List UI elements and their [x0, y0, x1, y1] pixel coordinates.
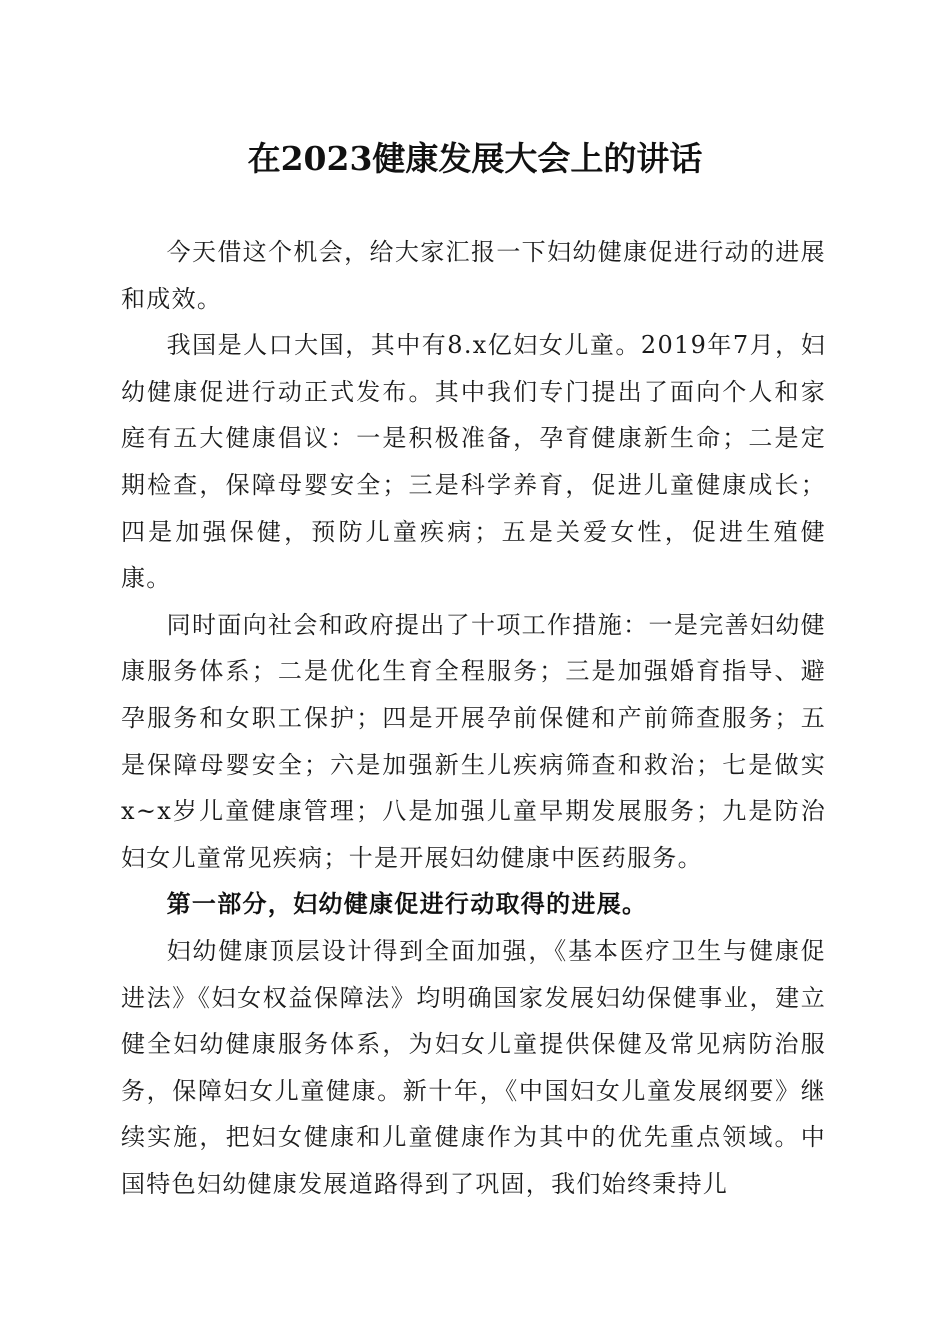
document-body: [121, 229, 826, 1207]
document-title: 在2023健康发展大会上的讲话: [247, 139, 703, 178]
paragraph-work-measures: 同时面向社会和政府提出了十项工作措施：一是完善妇幼健康服务体系；二是优化生育全程服务；三是加强婚育指导、避孕服务和女职工保护；四是开展孕前保健和产前筛查服务；五是保障母婴安全；六是加强新生儿疾病筛查和救治；七是做实x~x岁儿童健康管理；八是加强儿童早期发展服务；九是防治妇女儿童常见疾病；十是开展妇幼健康中医药服务。: [121, 610, 826, 872]
paragraph-section-one: 妇幼健康顶层设计得到全面加强，《基本医疗卫生与健康促进法》《妇女权益保障法》均明确国家发展妇幼保健事业，建立健全妇幼健康服务体系，为妇女儿童提供保健及常见病防治服务，保障妇女儿童健康。新十年，《中国妇女儿童发展纲要》继续实施，把妇女健康和儿童健康作为其中的优先重点领域。中国特色妇幼健康发展道路得到了巩固，我们始终秉持儿: [121, 936, 826, 1198]
section-heading: 第一部分，妇幼健康促进行动取得的进展。: [166, 889, 648, 919]
paragraph-health-initiatives: 我国是人口大国，其中有8.x亿妇女儿童。2019年7月，妇幼健康促进行动正式发布。其中我们专门提出了面向个人和家庭有五大健康倡议：一是积极准备，孕育健康新生命；二是定期检查，保障母婴安全；三是科学养育，促进儿童健康成长；四是加强保健，预防儿童疾病；五是关爱女性，促进生殖健康。: [121, 331, 826, 593]
paragraph-intro: 今天借这个机会，给大家汇报一下妇幼健康促进行动的进展和成效。: [121, 238, 826, 313]
